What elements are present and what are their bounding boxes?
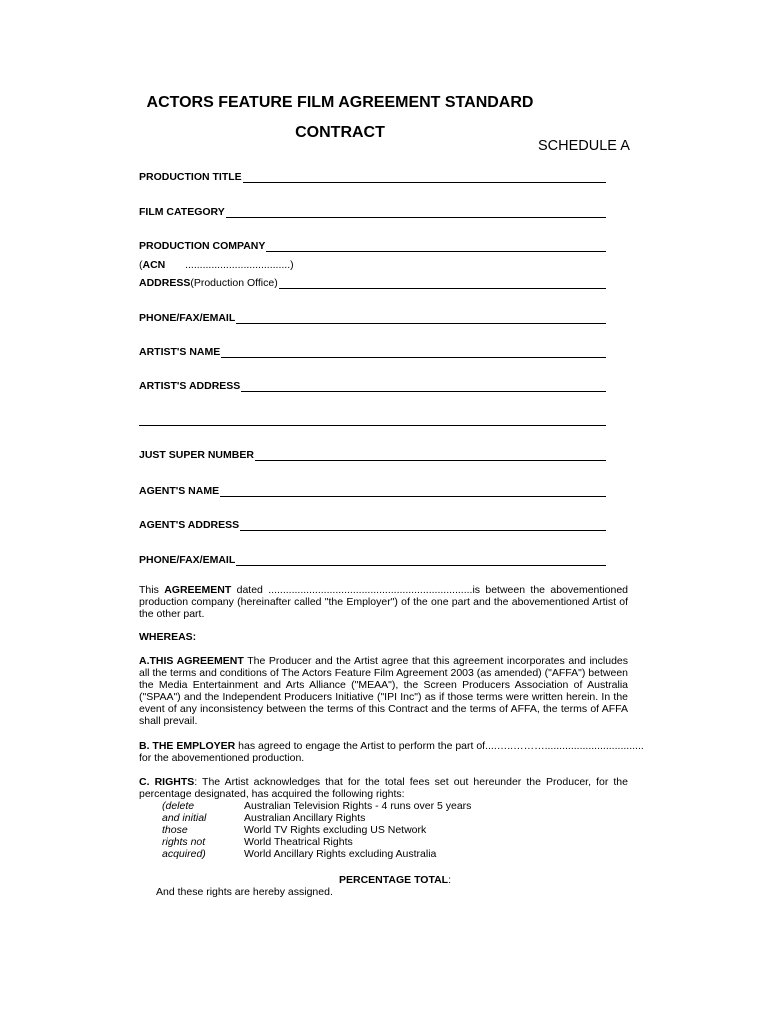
artists-address-label: ARTIST'S ADDRESS — [139, 380, 241, 392]
right-item-3: World TV Rights excluding US Network — [244, 824, 427, 836]
percentage-total-colon: : — [448, 874, 452, 886]
clause-b-heading: B. THE EMPLOYER — [139, 740, 236, 752]
film-category-line[interactable] — [226, 207, 606, 218]
agents-name-field[interactable] — [139, 485, 606, 497]
film-category-field[interactable] — [139, 206, 606, 218]
acn-open-paren: ( — [139, 259, 143, 271]
right-item-1: Australian Television Rights - 4 runs over 5 years — [244, 800, 472, 812]
agreement-this: This — [139, 584, 165, 596]
production-company-line[interactable] — [266, 241, 606, 252]
agreement-word: AGREEMENT — [164, 584, 232, 596]
just-super-number-label: JUST SUPER NUMBER — [139, 449, 254, 461]
artists-name-line[interactable] — [221, 347, 606, 358]
document-title-line2: CONTRACT — [295, 124, 385, 141]
right-item-4: World Theatrical Rights — [244, 836, 353, 848]
agents-address-line[interactable] — [240, 520, 606, 531]
clause-c-body: : The Artist acknowledges that for the total fees set out hereunder the Producer, for the percentage designated, has acquired the following rights: — [139, 776, 628, 800]
right-item-2: Australian Ancillary Rights — [244, 812, 366, 824]
agents-name-label: AGENT'S NAME — [139, 485, 220, 497]
artists-name-field[interactable] — [139, 346, 606, 358]
whereas-heading: WHEREAS: — [139, 631, 197, 643]
artists-address-line[interactable] — [241, 381, 606, 392]
rights-assigned-text: And these rights are hereby assigned. — [156, 886, 333, 898]
phone-fax-email-label-1: PHONE/FAX/EMAIL — [139, 312, 236, 324]
clause-b-body: has agreed to engage the Artist to perform the part of....…..……….................................. — [235, 740, 644, 752]
rights-note-3: those — [162, 824, 188, 836]
film-category-label: FILM CATEGORY — [139, 206, 225, 218]
clause-a-body: The Producer and the Artist agree that this agreement incorporates and includes all the terms and conditions of The Actors Feature Film Agreement 2003 (as amended) ("AFFA") between the Media Entertainment and Arts Alliance ("MEAA"), the Screen Producers Association of Australia ("SPAA") and the Independent Producers Initiative ("IPI Inc") as if those terms were written herein. In the event of any inconsistency between the terms of this Contract and the terms of AFFA, the terms of AFFA shall prevail. — [139, 655, 629, 727]
address-note: (Production Office) — [190, 277, 278, 289]
production-title-label: PRODUCTION TITLE — [139, 171, 242, 183]
phone-fax-email-line-2[interactable] — [236, 555, 606, 566]
production-title-field[interactable] — [139, 171, 606, 183]
just-super-number-line[interactable] — [255, 450, 606, 461]
artists-address-field[interactable] — [139, 380, 606, 392]
rights-note-4: rights not — [162, 836, 206, 848]
agreement-body: dated ......................................................................is between the abovementioned production company (hereinafter called "the Employer") of the one part and the abovementioned Artist of the other part. — [139, 584, 628, 620]
artists-name-label: ARTIST'S NAME — [139, 346, 221, 358]
phone-fax-email-label-2: PHONE/FAX/EMAIL — [139, 554, 236, 566]
address-field[interactable] — [139, 277, 606, 289]
phone-fax-email-field-2[interactable] — [139, 554, 606, 566]
production-title-line[interactable] — [243, 172, 606, 183]
agents-address-label: AGENT'S ADDRESS — [139, 519, 240, 531]
acn-dots: ....................................) — [185, 259, 294, 271]
clause-b-paragraph — [139, 740, 644, 752]
percentage-total-label: PERCENTAGE TOTAL — [339, 874, 449, 886]
agents-name-line[interactable] — [220, 486, 606, 497]
rights-note-5: acquired) — [162, 848, 206, 860]
just-super-number-field[interactable] — [139, 449, 606, 461]
rights-note-1: (delete — [162, 800, 195, 812]
document-title-line1: ACTORS FEATURE FILM AGREEMENT STANDARD — [146, 94, 534, 111]
right-item-5: World Ancillary Rights excluding Australia — [244, 848, 437, 860]
acn-field[interactable] — [139, 259, 294, 271]
phone-fax-email-field-1[interactable] — [139, 312, 606, 324]
acn-label: ACN — [142, 259, 166, 271]
artists-address-line-2[interactable] — [139, 425, 606, 426]
rights-note-2: and initial — [162, 812, 207, 824]
clause-c-paragraph — [139, 776, 628, 800]
address-label: ADDRESS — [139, 277, 191, 289]
agents-address-field[interactable] — [139, 519, 606, 531]
clause-a-paragraph — [139, 655, 628, 727]
production-company-label: PRODUCTION COMPANY — [139, 240, 266, 252]
production-company-field[interactable] — [139, 240, 606, 252]
agreement-paragraph — [139, 584, 628, 620]
clause-b-line2: for the abovementioned production. — [139, 752, 305, 764]
clause-c-heading: C. RIGHTS — [139, 776, 195, 788]
schedule-label: SCHEDULE A — [538, 138, 630, 154]
clause-a-heading: A.THIS AGREEMENT — [139, 655, 244, 667]
percentage-total — [339, 874, 451, 886]
phone-fax-email-line-1[interactable] — [236, 313, 606, 324]
address-line[interactable] — [279, 278, 606, 289]
